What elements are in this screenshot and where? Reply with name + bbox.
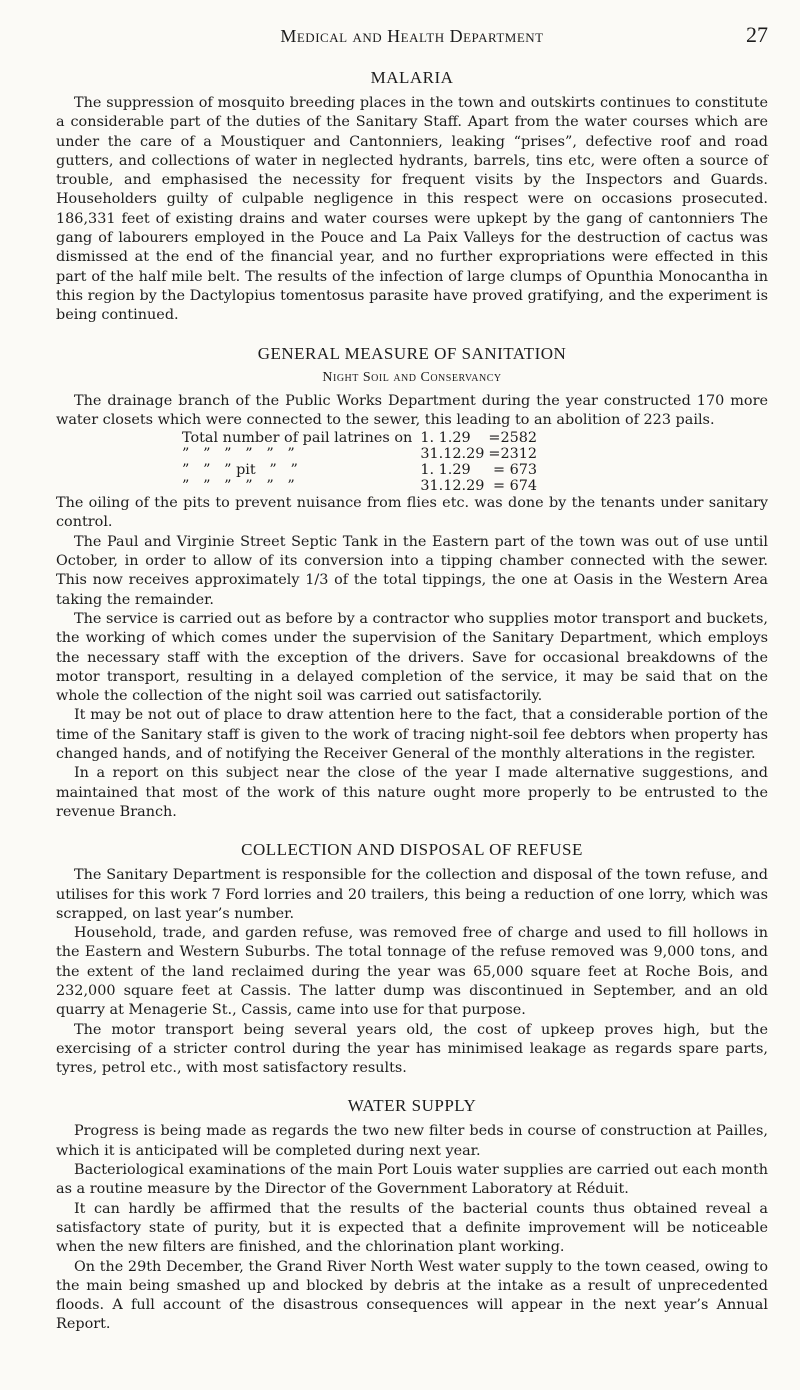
section-heading-water-supply: WATER SUPPLY — [347, 1096, 477, 1116]
paragraph: The suppression of mosquito breeding places in the town and outskirts continues to constitute a considerable part of the duties of the Sanitary Staff. Apart from the water courses which are under the care of a Moustiquer and Cantonniers, leaking “prises”, defective roof and road gutters, and collections of water in neglected hydrants, barrels, tins etc, were often a source of trouble, and emphasised the necessity for frequent visits by the Inspectors and Guards. Householders guilty of culpable negligence in this respect were on occasions prosecuted. 186,331 feet of existing drains and water courses were upkept by the gang of cantonniers The gang of labourers employed in the Pouce and La Paix Valleys for the destruction of cactus was dismissed at the end of the financial year, and no further expropriations were effected in this part of the half mile belt. The results of the infection of large clumps of Opunthia Monocantha in this region by the Dactylopius tomentosus parasite have proved gratifying, and the experiment is being continued. — [56, 95, 768, 324]
row-count: =2312 — [488, 446, 538, 463]
paragraph: On the 29th December, the Grand River North West water supply to the town ceased, owing to the main being smashed up and blocked by debris at the intake as a result of unprecedented floods. A full account of the disastrous consequences will appear in the next year’s Annual Report. — [56, 1258, 768, 1333]
table-row — [180, 430, 539, 446]
running-header — [56, 22, 768, 58]
row-label: ” ” ” ” ” ” — [182, 478, 295, 495]
section-refuse — [56, 840, 768, 1078]
table-row — [180, 478, 539, 494]
section-sanitation — [56, 344, 768, 823]
paragraph: It may be not out of place to draw attention here to the fact, that a considerable portion of the time of the Sanitary staff is given to the work of tracing night-soil fee debtors when property has changed hands, and of notifying the Receiver General of the monthly alterations in the register. — [56, 707, 768, 763]
section-water-supply — [56, 1096, 768, 1334]
row-date: 1. 1.29 — [420, 430, 471, 447]
row-label: Total number of pail latrines on — [182, 430, 413, 447]
paragraph: The service is carried out as before by a contractor who supplies motor transport and buckets, the working of which comes under the supervision of the Sanitary Department, which employs the necessary staff with the exception of the drivers. Save for occasional breakdowns of the motor transport, resulting in a delayed completion of the service, it may be said that on the whole the collection of the night soil was carried out satisfactorily. — [56, 610, 768, 705]
paragraph: Bacteriological examinations of the main Port Louis water supplies are carried out each month as a routine measure by the Director of the Government Laboratory at Réduit. — [56, 1162, 768, 1198]
row-count: =2582 — [488, 430, 538, 447]
paragraph: The Sanitary Department is responsible for the collection and disposal of the town refuse, and utilises for this work 7 Ford lorries and 20 trailers, this being a reduction of one lorry, which was scrapped, on last year’s number. — [56, 867, 768, 922]
row-label: ” ” ” ” ” ” — [182, 446, 295, 463]
section-heading-sanitation: GENERAL MEASURE OF SANITATION — [257, 343, 567, 363]
paragraph: Progress is being made as regards the two new filter beds in course of construction at Pailles, which it is anticipated will be completed during next year. — [56, 1123, 768, 1159]
row-count: = 674 — [492, 478, 538, 495]
row-date: 31.12.29 — [420, 478, 485, 495]
table-row — [180, 462, 539, 478]
paragraph: In a report on this subject near the close of the year I made alternative suggestions, and maintained that most of the work of this nature ought more properly to be entrusted to the revenue Branch. — [56, 765, 768, 820]
running-title: Medical and Health Department — [280, 26, 544, 46]
row-date: 1. 1.29 — [420, 462, 471, 479]
section-heading-malaria: MALARIA — [370, 68, 454, 87]
page-number: 27 — [746, 22, 768, 47]
subheading-night-soil: Night Soil and Conservancy — [322, 369, 502, 385]
row-count: = 673 — [492, 462, 538, 479]
row-label: ” ” ” pit ” ” — [182, 462, 298, 479]
paragraph: The drainage branch of the Public Works Department during the year constructed 170 more water closets which were connected to the sewer, this leading to an abolition of 223 pails. — [56, 392, 768, 428]
section-heading-refuse: COLLECTION AND DISPOSAL OF REFUSE — [241, 840, 583, 860]
row-date: 31.12.29 — [420, 446, 485, 463]
paragraph: Household, trade, and garden refuse, was removed free of charge and used to fill hollows in the Eastern and Western Suburbs. The total tonnage of the refuse removed was 9,000 tons, and the extent of the land reclaimed during the year was 65,000 square feet at Roche Bois, and 232,000 square feet at Cassis. The latter dump was discontinued in September, and an old quarry at Menagerie St., Cassis, came into use for that purpose. — [56, 925, 768, 1019]
paragraph: It can hardly be affirmed that the results of the bacterial counts thus obtained reveal a satisfactory state of purity, but it is expected that a definite improvement will be noticeable when the new filters are finished, and the chlorination plant working. — [56, 1200, 768, 1256]
paragraph: The oiling of the pits to prevent nuisance from flies etc. was done by the tenants under sanitary control. — [56, 495, 768, 531]
table-row — [180, 446, 539, 462]
paragraph: The motor transport being several years old, the cost of upkeep proves high, but the exercising of a stricter control during the year has minimised leakage as regards spare parts, tyres, petrol etc., with most satisfactory results. — [56, 1021, 768, 1077]
section-malaria — [56, 68, 768, 326]
paragraph: The Paul and Virginie Street Septic Tank in the Eastern part of the town was out of use until October, in order to allow of its conversion into a tipping chamber connected with the sewer. This now receives approximately 1/3 of the total tippings, the one at Oasis in the Western Area taking the remainder. — [56, 533, 768, 608]
pail-latrine-table — [180, 430, 539, 494]
